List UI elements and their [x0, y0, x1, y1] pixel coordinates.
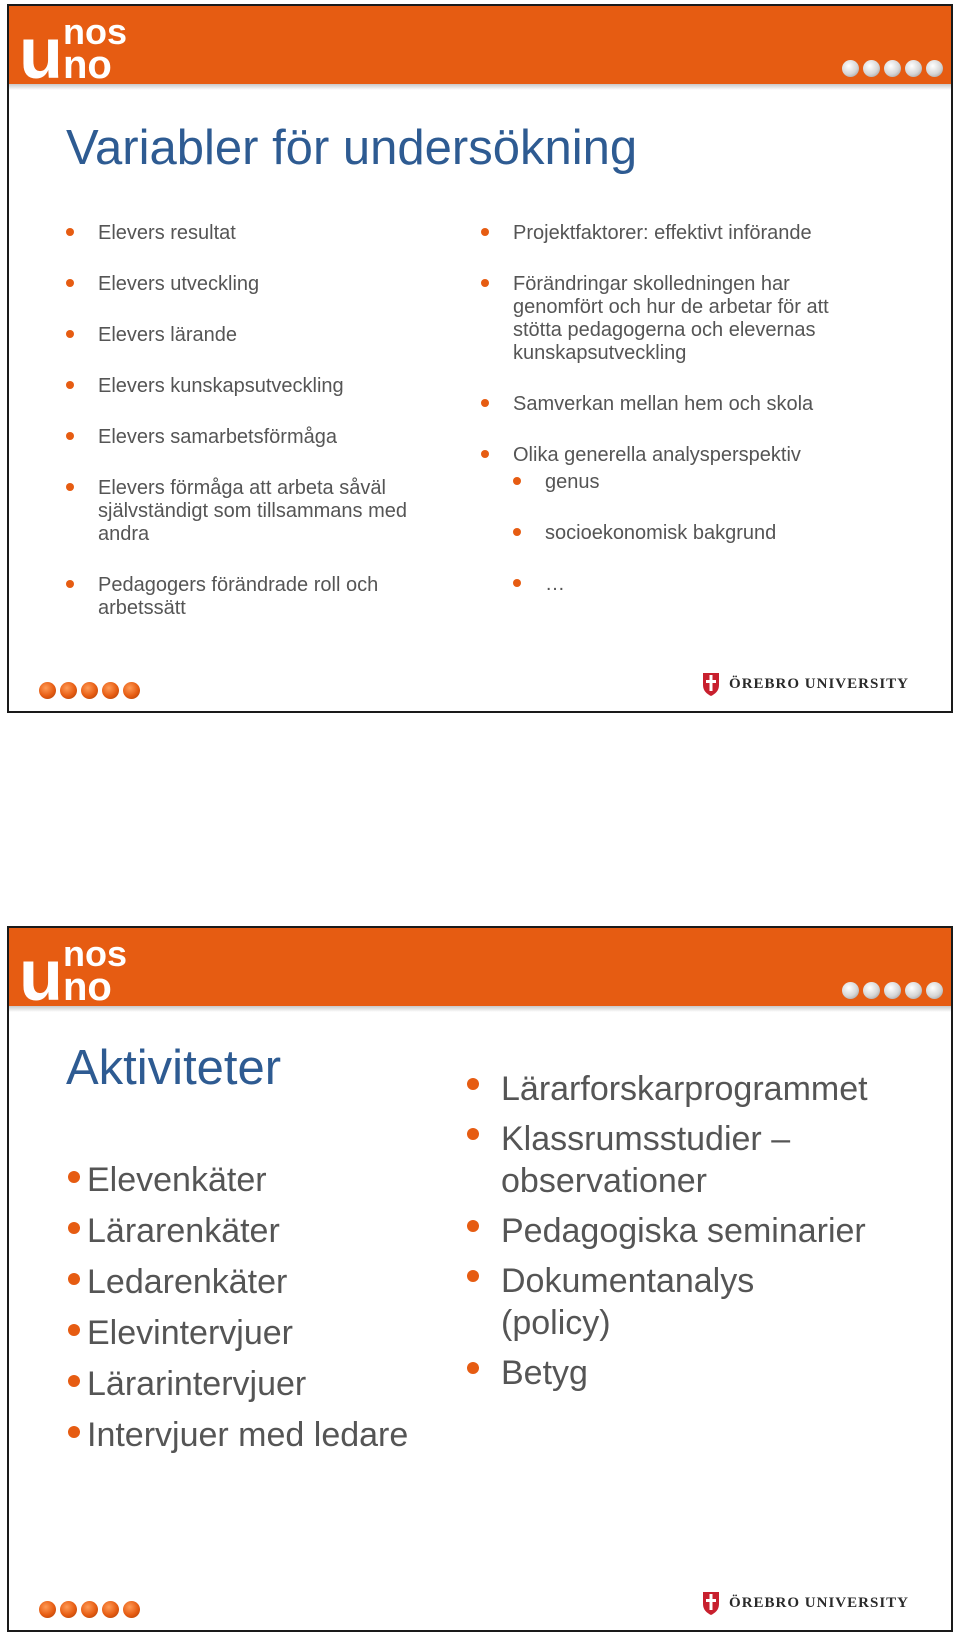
- slide-title: Variabler för undersökning: [66, 121, 638, 175]
- logo-no: no: [63, 43, 112, 82]
- university-logo: [701, 671, 909, 697]
- list-item: Elevers samarbetsförmåga: [66, 426, 446, 449]
- list-item: Lärarintervjuer: [67, 1363, 467, 1405]
- list-item: Lärarenkäter: [67, 1210, 467, 1252]
- activities-list-left: [67, 1159, 467, 1465]
- header-shadow: [9, 84, 951, 90]
- slide-aktiviteter: [7, 926, 953, 1632]
- dot: [884, 982, 901, 999]
- dot: [842, 982, 859, 999]
- dot: [60, 1601, 77, 1618]
- dot: [81, 682, 98, 699]
- dot: [905, 982, 922, 999]
- list-item: Ledarenkäter: [67, 1261, 467, 1303]
- variables-list-right: [481, 222, 861, 624]
- dot: [863, 60, 880, 77]
- list-item: Lärarforskarprogrammet: [467, 1068, 907, 1110]
- list-item: Elevers förmåga att arbeta såväl självständigt som tillsammans med andra: [66, 477, 408, 546]
- list-item: Elevers kunskapsutveckling: [66, 375, 446, 398]
- list-item: Betyg: [467, 1352, 907, 1394]
- slide-variabler: [7, 4, 953, 713]
- list-item: Elevenkäter: [67, 1159, 467, 1201]
- list-item: Pedagogers förändrade roll och arbetssätt: [66, 574, 408, 620]
- header-shadow: [9, 1006, 951, 1012]
- dot: [102, 682, 119, 699]
- svg-text:u: u: [19, 14, 63, 82]
- university-logo: [701, 1590, 909, 1616]
- list-item: Samverkan mellan hem och skola: [481, 393, 861, 416]
- logo-nos: nos: [63, 11, 128, 52]
- dot: [842, 60, 859, 77]
- list-item: Dokumentanalys (policy): [467, 1260, 801, 1344]
- dot: [60, 682, 77, 699]
- dot: [123, 1601, 140, 1618]
- university-name: ÖREBRO UNIVERSITY: [729, 1594, 909, 1611]
- list-item: Klassrumsstudier – observationer: [467, 1118, 831, 1202]
- header-dots: [842, 60, 943, 77]
- dot: [905, 60, 922, 77]
- dot: [81, 1601, 98, 1618]
- sub-list-item: socioekonomisk bakgrund: [513, 522, 861, 545]
- sub-list-item: …: [513, 573, 861, 596]
- header-band: [9, 6, 951, 84]
- footer-dots: [39, 682, 140, 699]
- list-item: Elevers lärande: [66, 324, 446, 347]
- dot: [926, 982, 943, 999]
- svg-text:u: u: [19, 936, 63, 1004]
- list-item: Förändringar skolledningen har genomfört och hur de arbetar för att stötta pedagogerna och elevernas kunskapsutveckling: [481, 273, 833, 365]
- dot: [123, 682, 140, 699]
- list-item: Elevintervjuer: [67, 1312, 467, 1354]
- list-item: Pedagogiska seminarier: [467, 1210, 907, 1252]
- logo-no: no: [63, 965, 112, 1004]
- header-band: [9, 928, 951, 1006]
- dot: [39, 1601, 56, 1618]
- list-item: Elevers resultat: [66, 222, 446, 245]
- unosuno-logo: [19, 10, 149, 82]
- orebro-seal-icon: [701, 1590, 721, 1616]
- dot: [863, 982, 880, 999]
- university-name: ÖREBRO UNIVERSITY: [729, 675, 909, 692]
- sub-list-item: genus: [513, 471, 861, 494]
- activities-list-right: [467, 1068, 907, 1402]
- logo-nos: nos: [63, 933, 128, 974]
- dot: [39, 682, 56, 699]
- slide-title: Aktiviteter: [66, 1041, 282, 1095]
- unosuno-logo: [19, 932, 149, 1004]
- header-dots: [842, 982, 943, 999]
- variables-list-left: [66, 222, 446, 648]
- list-item-label: Olika generella analysperspektiv: [513, 444, 801, 466]
- sub-list: [513, 471, 861, 596]
- dot: [926, 60, 943, 77]
- list-item: Elevers utveckling: [66, 273, 446, 296]
- list-item: Intervjuer med ledare: [67, 1414, 467, 1456]
- list-item: [481, 444, 861, 596]
- footer-dots: [39, 1601, 140, 1618]
- list-item: Projektfaktorer: effektivt införande: [481, 222, 861, 245]
- orebro-seal-icon: [701, 671, 721, 697]
- dot: [102, 1601, 119, 1618]
- dot: [884, 60, 901, 77]
